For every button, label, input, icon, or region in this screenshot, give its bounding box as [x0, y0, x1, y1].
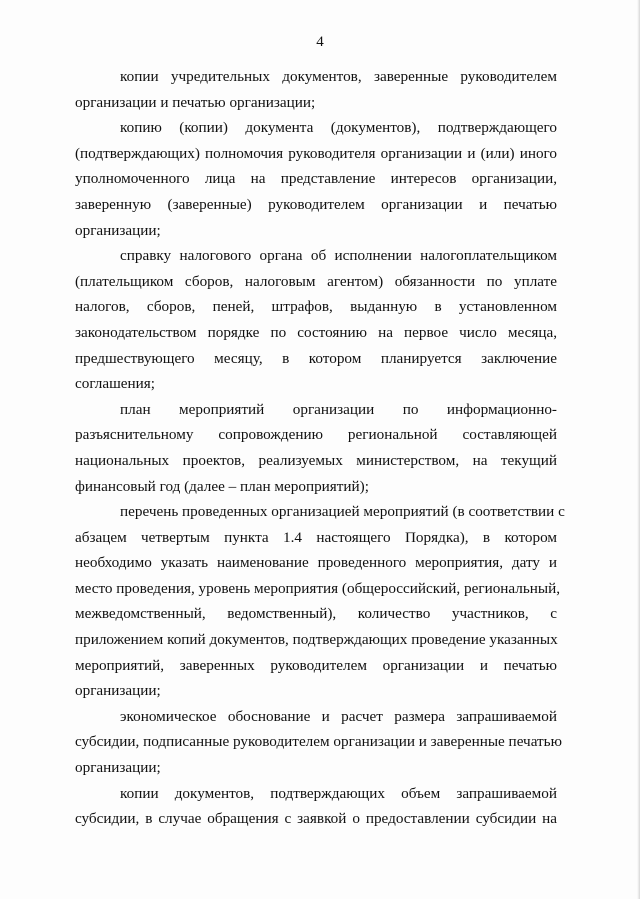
text-line: абзацем четвертым пункта 1.4 настоящего Порядка), в котором [75, 528, 557, 546]
text-line: организации; [75, 221, 161, 239]
paragraph [75, 243, 557, 397]
text-line: план мероприятий организации по информационно- [120, 400, 557, 418]
text-line: национальных проектов, реализуемых министерством, на текущий [75, 451, 557, 469]
text-line: организации; [75, 759, 161, 777]
text-line: организации и печатью организации; [75, 93, 316, 111]
paragraph [75, 704, 562, 781]
page-number: 4 [316, 34, 324, 50]
paragraph [75, 781, 557, 832]
text-line: необходимо указать наименование проведенного мероприятия, дату и [75, 554, 557, 572]
text-line: копии документов, подтверждающих объем запрашиваемой [120, 784, 557, 802]
text-line: субсидии, подписанные руководителем организации и заверенные печатью [75, 733, 562, 751]
text-line: место проведения, уровень мероприятия (общероссийский, региональный, [75, 579, 561, 597]
paragraph [75, 64, 557, 115]
text-line: (подтверждающих) полномочия руководителя организации и (или) иного [75, 144, 557, 162]
text-line: межведомственный, ведомственный), количество участников, с [75, 605, 557, 623]
text-line: перечень проведенных организацией мероприятий (в соответствии с [120, 503, 565, 521]
text-line: организации; [75, 682, 161, 700]
text-line: уполномоченного лица на представление интересов организации, [75, 170, 557, 188]
text-line: финансовый год (далее – план мероприятий); [75, 477, 369, 495]
text-line: приложением копий документов, подтверждающих проведение указанных [75, 631, 558, 649]
text-line: разъяснительному сопровождению региональной составляющей [75, 426, 557, 444]
text-line: справку налогового органа об исполнении налогоплательщиком [120, 247, 557, 265]
body-text [75, 64, 565, 832]
paragraph [75, 499, 565, 704]
text-line: экономическое обоснование и расчет размера запрашиваемой [120, 707, 557, 725]
text-line: соглашения; [75, 375, 156, 393]
text-line: предшествующего месяцу, в котором планируется заключение [75, 349, 557, 367]
text-line: заверенную (заверенные) руководителем организации и печатью [75, 195, 557, 213]
text-line: законодательством порядке по состоянию на первое число месяца, [75, 323, 557, 341]
paragraph [75, 115, 557, 243]
text-line: копии учредительных документов, заверенные руководителем [120, 68, 557, 85]
text-line: налогов, сборов, пеней, штрафов, выданную в установленном [75, 298, 557, 316]
paragraph [75, 397, 557, 499]
text-line: субсидии, в случае обращения с заявкой о предоставлении субсидии на [75, 810, 557, 828]
text-line: копию (копии) документа (документов), подтверждающего [120, 119, 557, 137]
text-line: (плательщиком сборов, налоговым агентом) обязанности по уплате [75, 272, 557, 290]
text-line: мероприятий, заверенных руководителем организации и печатью [75, 656, 557, 674]
